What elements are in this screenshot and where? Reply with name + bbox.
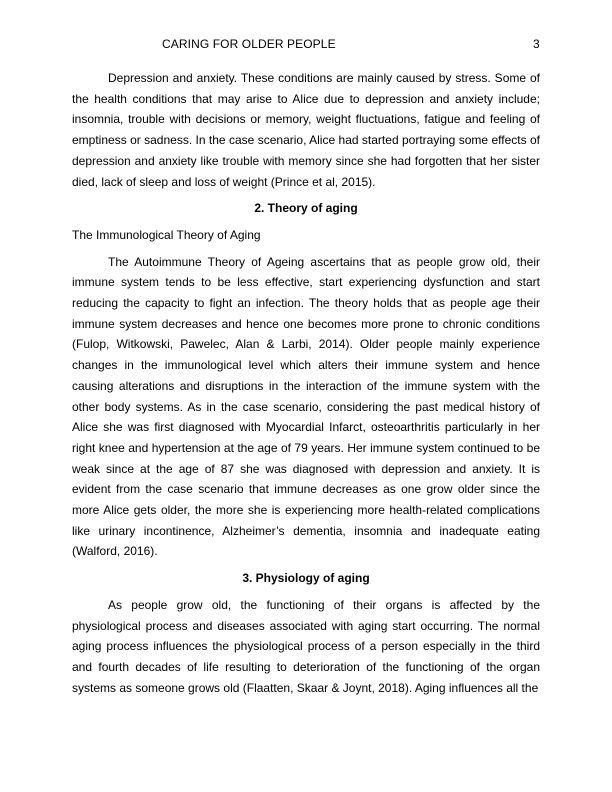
page-number: 3 [533, 37, 540, 51]
document-body [72, 68, 540, 698]
section-heading-theory-of-aging: 2. Theory of aging [254, 201, 358, 216]
section-heading-physiology-of-aging: 3. Physiology of aging [242, 571, 370, 586]
theory-paragraph: The Autoimmune Theory of Ageing ascertains that as people grow old, their immune system tends to be less effective, start experiencing dysfunction and start reducing the capacity to fight an infection. The theory holds that as people age their immune system decreases and hence one becomes more prone to chronic conditions (Fulop, Witkowski, Pawelec, Alan & Larbi, 2014). Older people mainly experience changes in the immunological level which alters their immune system and hence causing alterations and disruptions in the interaction of the immune system with the other body systems. As in the case scenario, considering the past medical history of Alice she was first diagnosed with Myocardial Infarct, osteoarthritis particularly in her right knee and hypertension at the age of 79 years. Her immune system continued to be weak since at the age of 87 she was diagnosed with depression and anxiety. It is evident from the case scenario that immune decreases as one grow older since the more Alice gets older, the more she is experiencing more health-related complications like urinary incontinence, Alzheimer’s dementia, insomnia and inadequate eating (Walford, 2016). [72, 254, 540, 559]
physiology-paragraph: As people grow old, the functioning of their organs is affected by the physiological process and diseases associated with aging start occurring. The normal aging process influences the physiological process of a person especially in the third and fourth decades of life resulting to deterioration of the functioning of the organ systems as someone grows old (Flaatten, Skaar & Joynt, 2018). Aging influences all the [72, 597, 540, 695]
header-title: CARING FOR OLDER PEOPLE [162, 37, 336, 51]
subheading-immunological-theory: The Immunological Theory of Aging [72, 227, 261, 242]
intro-paragraph: Depression and anxiety. These conditions are mainly caused by stress. Some of the health conditions that may arise to Alice due to depression and anxiety include; insomnia, trouble with decisions or memory, weight fluctuations, fatigue and feeling of emptiness or sadness. In the case scenario, Alice had started portraying some effects of depression and anxiety like trouble with memory since she had forgotten that her sister died, lack of sleep and loss of weight (Prince et al, 2015). [72, 71, 540, 189]
